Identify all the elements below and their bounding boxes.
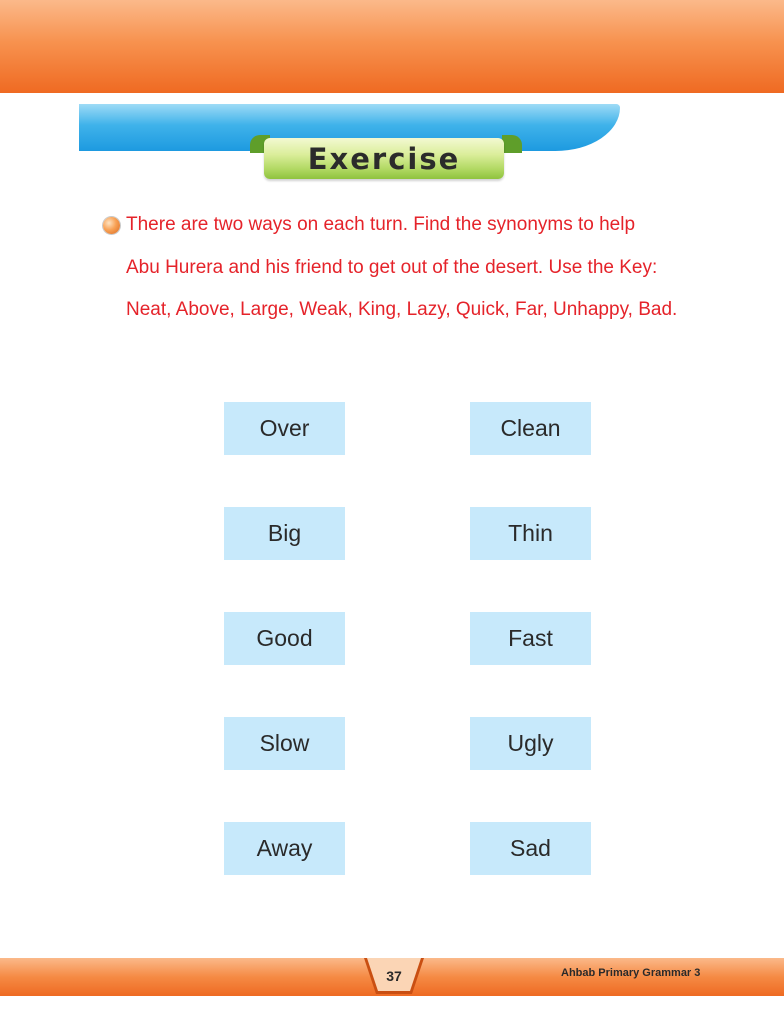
word-box-over: Over: [224, 402, 345, 455]
word-box-clean: Clean: [470, 402, 591, 455]
exercise-title: Exercise: [264, 138, 504, 179]
word-box-good: Good: [224, 612, 345, 665]
bullet-icon: [103, 217, 120, 234]
page-number: 37: [386, 968, 402, 984]
word-box-big: Big: [224, 507, 345, 560]
word-box-slow: Slow: [224, 717, 345, 770]
book-title: Ahbab Primary Grammar 3: [561, 967, 701, 979]
word-box-sad: Sad: [470, 822, 591, 875]
instruction-line-2: Abu Hurera and his friend to get out of the desert. Use the Key:: [126, 256, 658, 278]
instructions-text: [126, 205, 766, 333]
word-box-fast: Fast: [470, 612, 591, 665]
word-box-thin: Thin: [470, 507, 591, 560]
word-box-ugly: Ugly: [470, 717, 591, 770]
instruction-line-1: There are two ways on each turn. Find the synonyms to help: [126, 214, 636, 235]
instruction-line-3: Neat, Above, Large, Weak, King, Lazy, Quick, Far, Unhappy, Bad.: [126, 299, 678, 320]
top-header-band: [0, 0, 784, 93]
word-box-away: Away: [224, 822, 345, 875]
ribbon-fold-right: [502, 135, 522, 153]
page-number-tab: [364, 958, 424, 996]
